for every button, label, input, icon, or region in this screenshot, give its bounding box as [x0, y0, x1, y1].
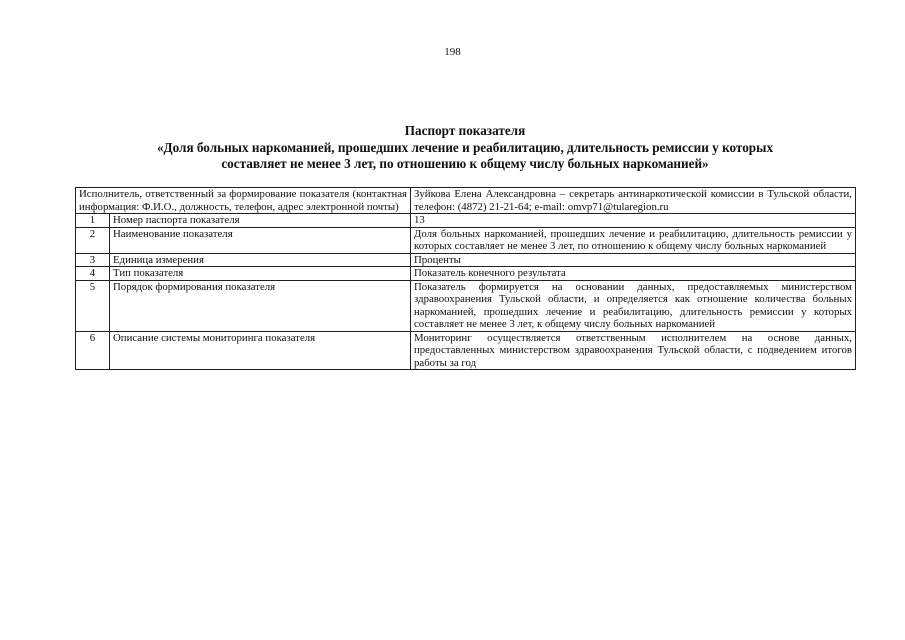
row-number: 1 [76, 214, 110, 228]
row-value: Показатель формируется на основании данных, предоставляемых министерством здравоохранения Тульской области, и определяется как отношение количества больных наркоманией, прошедших лечение и реабилитацию, длительность ремиссии у которых составляет не менее 3 лет, к общему числу больных наркоманией [411, 280, 856, 331]
executor-label: Исполнитель, ответственный за формирование показателя (контактная информация: Ф.И.О., должность, телефон, адрес электронной почты) [76, 188, 411, 214]
page-number: 198 [444, 46, 461, 58]
passport-table [75, 187, 856, 370]
row-number: 5 [76, 280, 110, 331]
table-row-executor [76, 188, 856, 214]
table-row [76, 280, 856, 331]
row-label: Тип показателя [110, 267, 411, 281]
table-row [76, 227, 856, 253]
row-value: Проценты [411, 253, 856, 267]
row-value: Показатель конечного результата [411, 267, 856, 281]
row-value: Мониторинг осуществляется ответственным исполнителем на основе данных, предоставленных министерством здравоохранения Тульской области, с подведением итогов работы за год [411, 331, 856, 370]
table-row [76, 253, 856, 267]
row-value: Доля больных наркоманией, прошедших лечение и реабилитацию, длительность ремиссии у которых составляет не менее 3 лет, по отношению к общему числу больных наркоманией [411, 227, 856, 253]
table-row [76, 331, 856, 370]
row-number: 3 [76, 253, 110, 267]
row-label: Номер паспорта показателя [110, 214, 411, 228]
row-label: Единица измерения [110, 253, 411, 267]
title-line-3: составляет не менее 3 лет, по отношению к общему числу больных наркоманией» [221, 156, 709, 171]
table-row [76, 214, 856, 228]
row-number: 6 [76, 331, 110, 370]
row-label: Порядок формирования показателя [110, 280, 411, 331]
row-value: 13 [411, 214, 856, 228]
title-line-1: Паспорт показателя [404, 123, 526, 138]
row-number: 2 [76, 227, 110, 253]
title-line-2: «Доля больных наркоманией, прошедших лечение и реабилитацию, длительность ремиссии у которых [156, 139, 774, 155]
row-label: Описание системы мониторинга показателя [110, 331, 411, 370]
table-row [76, 267, 856, 281]
row-number: 4 [76, 267, 110, 281]
document-title [75, 123, 855, 173]
executor-value: Зуйкова Елена Александровна – секретарь антинаркотической комиссии в Тульской области, телефон: (4872) 21-21-64; e-mail: omvp71@tularegion.ru [411, 188, 856, 214]
row-label: Наименование показателя [110, 227, 411, 253]
